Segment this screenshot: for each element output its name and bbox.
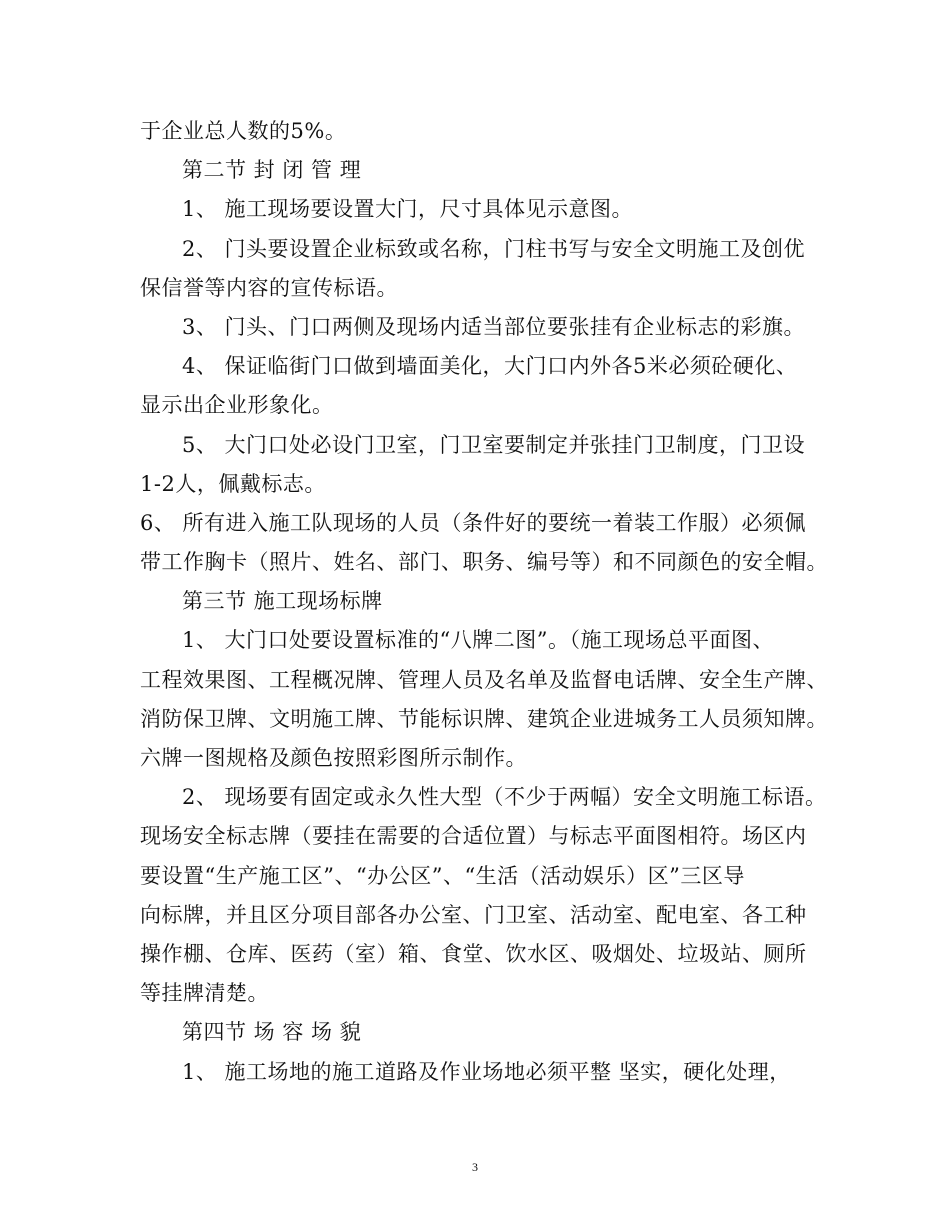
- text-line: 1、 施工现场要设置大门，尺寸具体见示意图。: [182, 197, 634, 222]
- text-line: 等挂牌清楚。: [140, 981, 269, 1006]
- text-line: 向标牌，并且区分项目部各办公室、门卫室、活动室、配电室、各工种: [140, 902, 807, 927]
- text-line: 现场安全标志牌（要挂在需要的合适位置）与标志平面图相符。场区内: [140, 824, 807, 849]
- text-line: 六牌一图规格及颜色按照彩图所示制作。: [140, 746, 527, 770]
- section-heading: 第四节 场 容 场 貌: [182, 1020, 362, 1045]
- text-line: 5、 大门口处必设门卫室，门卫室要制定并张挂门卫制度，门卫设: [182, 432, 806, 457]
- text-line: 2、 现场要有固定或永久性大型（不少于两幅）安全文明施工标语。: [182, 785, 827, 810]
- text-line: 要设置“生产施工区”、“办公区”、“生活（活动娱乐）区”三区导: [140, 863, 745, 888]
- text-line: 4、 保证临街门口做到墙面美化，大门口内外各5米必须砼硬化、: [182, 354, 798, 379]
- text-line: 1、 施工场地的施工道路及作业场地必须平整 坚实，硬化处理，: [182, 1059, 791, 1084]
- page-number: 3: [472, 1160, 478, 1174]
- text-line: 操作棚、仓库、医药（室）箱、食堂、饮水区、吸烟处、垃圾站、厕所: [140, 941, 807, 966]
- text-line: 工程效果图、工程概况牌、管理人员及名单及监督电话牌、安全生产牌、: [140, 667, 828, 692]
- text-line: 3、 门头、门口两侧及现场内适当部位要张挂有企业标志的彩旗。: [182, 314, 806, 339]
- text-line: 6、 所有进入施工队现场的人员（条件好的要统一着装工作服）必须佩: [140, 510, 807, 535]
- text-line: 2、 门头要设置企业标致或名称，门柱书写与安全文明施工及创优: [182, 236, 806, 261]
- text-line: 带工作胸卡（照片、姓名、部门、职务、编号等）和不同颜色的安全帽。: [140, 550, 828, 575]
- text-line: 1-2人，佩戴标志。: [140, 471, 326, 496]
- section-heading: 第二节 封 闭 管 理: [182, 158, 362, 183]
- text-line: 消防保卫牌、文明施工牌、节能标识牌、建筑企业进城务工人员须知牌。: [140, 706, 828, 731]
- text-line: 保信誉等内容的宣传标语。: [140, 275, 398, 300]
- document-body: [140, 112, 828, 1092]
- text-line: 显示出企业形象化。: [140, 393, 334, 418]
- text-line: 1、 大门口处要设置标准的“八牌二图”。（施工现场总平面图、: [182, 628, 775, 653]
- text-line: 于企业总人数的5%。: [140, 119, 347, 143]
- section-heading: 第三节 施工现场标牌: [182, 589, 383, 614]
